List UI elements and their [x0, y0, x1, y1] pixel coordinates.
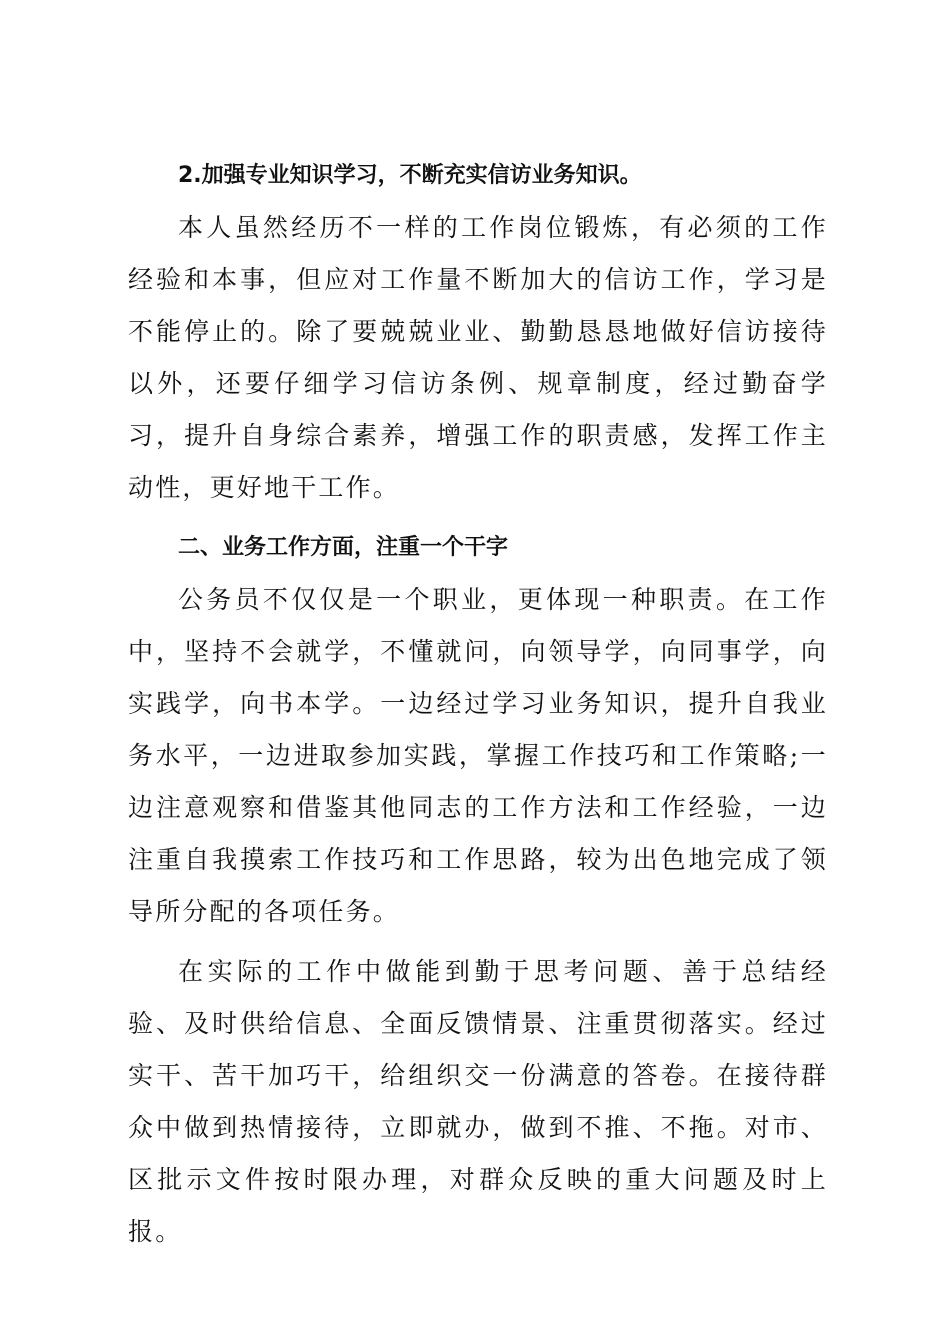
section-heading-business-work: 二、业务工作方面，注重一个干字 — [178, 535, 509, 560]
document-body — [128, 150, 828, 1258]
paragraph-business-work-2: 在实际的工作中做能到勤于思考问题、善于总结经验、及时供给信息、全面反馈情景、注重贯彻落实。经过实干、苦干加巧干，给组织交一份满意的答卷。在接待群众中做到热情接待，立即就办，做到不推、不拖。对市、区批示文件按时限办理，对群众反映的重大问题及时上报。 — [128, 957, 828, 1246]
section-heading-study: 2.加强专业知识学习，不断充实信访业务知识。 — [178, 163, 642, 188]
paragraph-business-work-1: 公务员不仅仅是一个职业，更体现一种职责。在工作中，坚持不会就学，不懂就问，向领导学，向同事学，向实践学，向书本学。一边经过学习业务知识，提升自我业务水平，一边进取参加实践，掌握工作技巧和工作策略;一边注意观察和借鉴其他同志的工作方法和工作经验，一边注重自我摸索工作技巧和工作思路，较为出色地完成了领导所分配的各项任务。 — [128, 585, 828, 926]
paragraph-study: 本人虽然经历不一样的工作岗位锻炼，有必须的工作经验和本事，但应对工作量不断加大的信访工作，学习是不能停止的。除了要兢兢业业、勤勤恳恳地做好信访接待以外，还要仔细学习信访条例、规章制度，经过勤奋学习，提升自身综合素养，增强工作的职责感，发挥工作主动性，更好地干工作。 — [128, 213, 828, 502]
